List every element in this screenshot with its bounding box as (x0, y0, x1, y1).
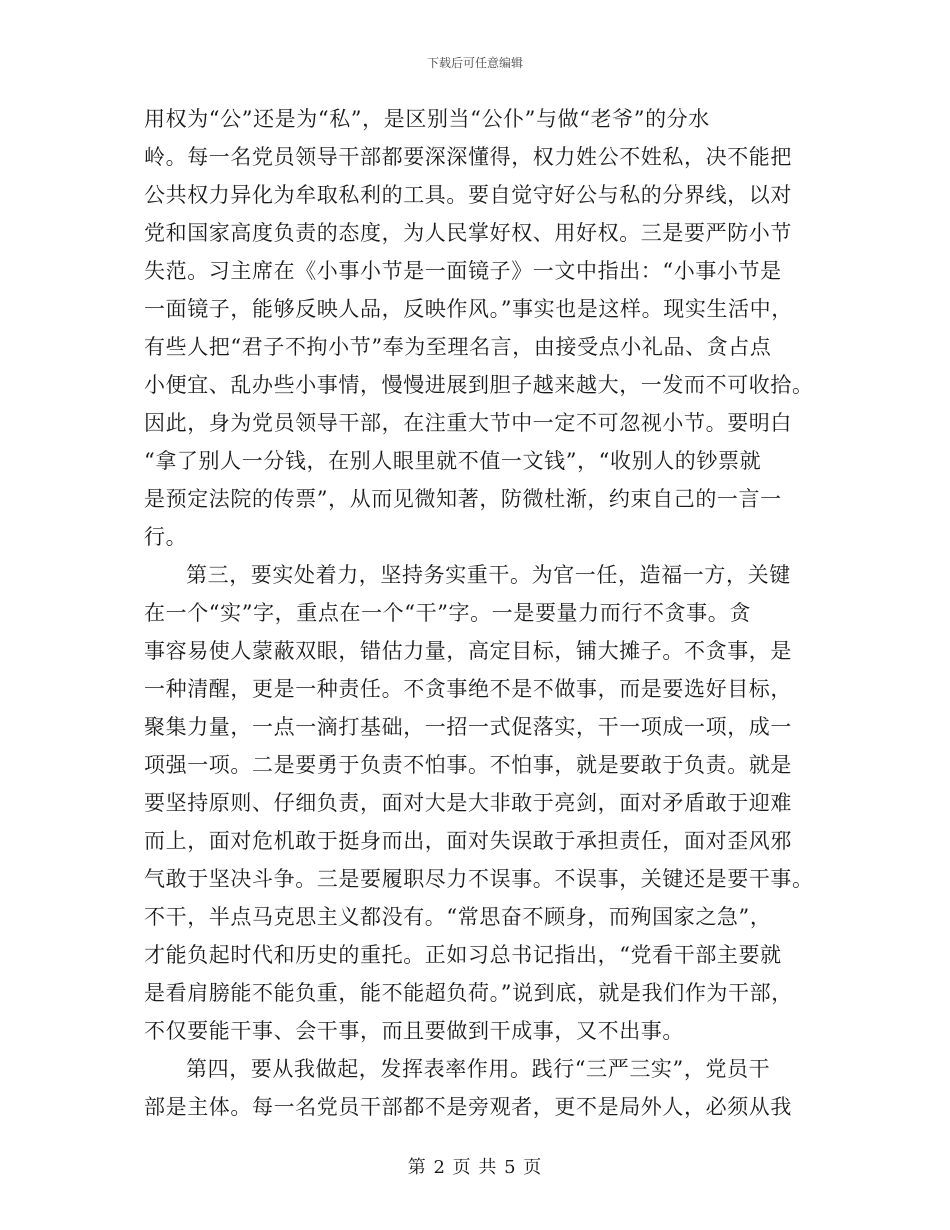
text-line: 一面镜子，能够反映人品，反映作风。”事实也是这样。现实生活中， (144, 297, 793, 321)
text-line: 用权为“公”还是为“私”，是区别当“公仆”与做“老爷”的分水 (144, 107, 710, 131)
page-number-footer: 第 2 页 共 5 页 (407, 1157, 543, 1178)
text-line: 有些人把“君子不拘小节”奉为至理名言，由接受点小礼品、贪占点 (144, 335, 772, 359)
text-line: 是预定法院的传票”，从而见微知著，防微杜渐，约束自己的一言一 (144, 487, 782, 511)
text-line: 岭。每一名党员领导干部都要深深懂得，权力姓公不姓私，决不能把 (144, 145, 792, 169)
text-line: 而上，面对危机敢于挺身而出，面对失误敢于承担责任，面对歪风邪 (144, 829, 792, 853)
text-line: 气敢于坚决斗争。三是要履职尽力不误事。不误事，关键还是要干事。 (144, 867, 814, 891)
text-line: 事容易使人蒙蔽双眼，错估力量，高定目标，铺大摊子。不贪事，是 (144, 639, 792, 663)
text-line: 行。 (144, 525, 188, 549)
page-header: 下载后可任意编辑 (426, 56, 523, 70)
text-line: 才能负起时代和历史的重托。正如习总书记指出，“党看干部主要就 (144, 943, 782, 967)
text-line: 部是主体。每一名党员干部都不是旁观者，更不是局外人，必须从我 (144, 1095, 792, 1119)
text-line: 党和国家高度负责的态度，为人民掌好权、用好权。三是要严防小节 (144, 221, 792, 245)
paragraph-start-line: 第四，要从我做起，发挥表率作用。践行“三严三实”，党员干 (186, 1057, 771, 1081)
text-line: 聚集力量，一点一滴打基础，一招一式促落实，干一项成一项，成一 (144, 715, 792, 739)
text-line: 在一个“实”字，重点在一个“干”字。一是要量力而行不贪事。贪 (144, 601, 751, 625)
text-line: 一种清醒，更是一种责任。不贪事绝不是不做事，而是要选好目标， (144, 677, 792, 701)
text-line: 是看肩膀能不能负重，能不能超负荷。”说到底，就是我们作为干部， (144, 981, 793, 1005)
text-line: 不仅要能干事、会干事，而且要做到干成事，又不出事。 (144, 1019, 684, 1043)
text-line: 不干，半点马克思主义都没有。“常思奋不顾身，而殉国家之急”， (144, 905, 772, 929)
text-line: 小便宜、乱办些小事情，慢慢进展到胆子越来越大，一发而不可收拾。 (144, 373, 814, 397)
text-line: 因此，身为党员领导干部，在注重大节中一定不可忽视小节。要明白 (144, 411, 792, 435)
text-line: 项强一项。二是要勇于负责不怕事。不怕事，就是要敢于负责。就是 (144, 753, 792, 777)
text-line: 失范。习主席在《小事小节是一面镜子》一文中指出：“小事小节是 (144, 259, 782, 283)
text-line: “拿了别人一分钱，在别人眼里就不值一文钱”，“收别人的钞票就 (144, 449, 762, 473)
text-line: 公共权力异化为牟取私利的工具。要自觉守好公与私的分界线，以对 (144, 183, 792, 207)
text-line: 要坚持原则、仔细负责，面对大是大非敢于亮剑，面对矛盾敢于迎难 (144, 791, 792, 815)
paragraph-start-line: 第三，要实处着力，坚持务实重干。为官一任，造福一方，关键 (186, 563, 791, 587)
